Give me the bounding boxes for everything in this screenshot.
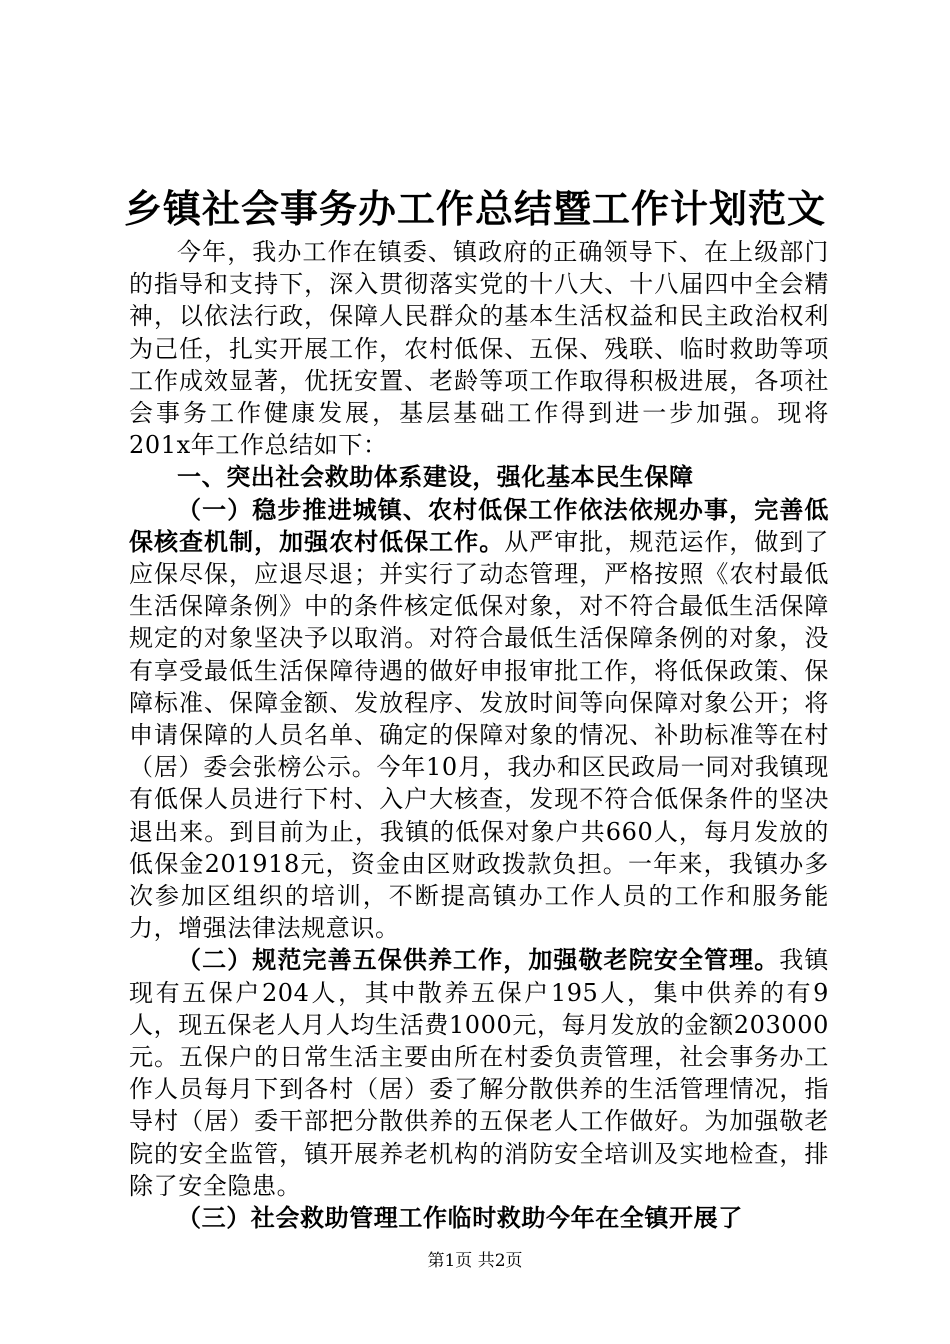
document-title: 乡镇社会事务办工作总结暨工作计划范文 xyxy=(123,187,826,231)
subsection-1-paragraph xyxy=(129,494,829,945)
intro-paragraph: 今年，我办工作在镇委、镇政府的正确领导下、在上级部门的指导和支持下，深入贯彻落实党的十八大、十八届四中全会精神，以依法行政，保障人民群众的基本生活权益和民主政治权利为己任，扎实开展工作，农村低保、五保、残联、临时救助等项工作成效显著，优抚安置、老龄等项工作取得积极进展，各项社会事务工作健康发展，基层基础工作得到进一步加强。现将201x年工作总结如下： xyxy=(129,238,829,460)
document-body xyxy=(129,236,829,1234)
subsection-1-text: 从严审批，规范运作，做到了应保尽保，应退尽退；并实行了动态管理，严格按照《农村最低生活保障条例》中的条件核定低保对象，对不符合最低生活保障规定的对象坚决予以取消。对符合最低生活保障条例的对象，没有享受最低生活保障待遇的做好申报审批工作，将低保政策、保障标准、保障金额、发放程序、发放时间等向保障对象公开；将申请保障的人员名单、确定的保障对象的情况、补助标准等在村（居）委会张榜公示。今年10月，我办和区民政局一同对我镇现有低保人员进行下村、入户大核查，发现不符合低保条件的坚决退出来。到目前为止，我镇的低保对象户共660人，每月发放的低保金201918元，资金由区财政拨款负担。一年来，我镇办多次参加区组织的培训，不断提高镇办工作人员的工作和服务能力，增强法律法规意识。 xyxy=(129,527,829,943)
page-footer: 第1页 共2页 xyxy=(427,1251,523,1271)
subsection-2-heading: （二）规范完善五保供养工作，加强敬老院安全管理。 xyxy=(177,946,780,975)
subsection-2-paragraph xyxy=(129,944,829,1202)
subsection-2-text: 我镇现有五保户204人，其中散养五保户195人，集中供养的有9人，现五保老人月人均生活费1000元，每月发放的金额203000元。五保户的日常生活主要由所在村委负责管理，社会事务办工作人员每月下到各村（居）委了解分散供养的生活管理情况，指导村（居）委干部把分散供养的五保老人工作做好。为加强敬老院的安全监管，镇开展养老机构的消防安全培训及实地检查，排除了安全隐患。 xyxy=(129,946,829,1200)
subsection-1-heading: （一）稳步推进城镇、农村低保工作依法依规办事，完善低保核查机制，加强农村低保工作。 xyxy=(129,495,829,556)
section-heading-1: 一、突出社会救助体系建设，强化基本民生保障 xyxy=(177,463,694,492)
subsection-3-heading: （三）社会救助管理工作临时救助今年在全镇开展了 xyxy=(177,1204,743,1233)
